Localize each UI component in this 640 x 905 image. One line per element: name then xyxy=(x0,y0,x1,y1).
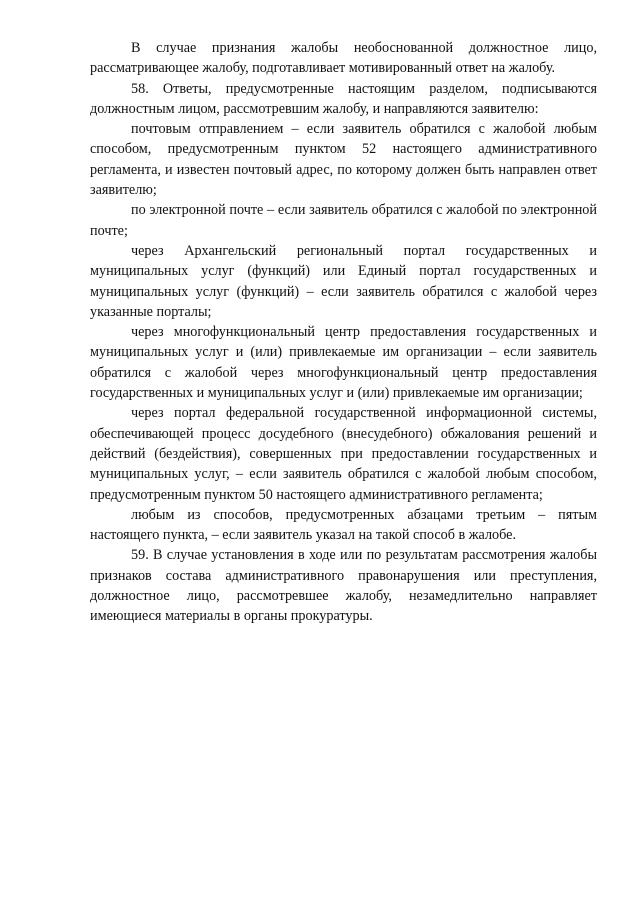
paragraph-federal-portal: через портал федеральной государственной информационной системы, обеспечивающей процесс досудебного (внесудебного) обжалования решений и действий (бездействия), совершенных при предоставлении государственных и муниципальных услуг, – если заявитель обратился с жалобой любым способом, предусмотренным пунктом 50 настоящего административного регламента; xyxy=(90,405,597,503)
paragraph-any-method: любым из способов, предусмотренных абзацами третьим – пятым настоящего пункта, – если заявитель указал на такой способ в жалобе. xyxy=(90,506,597,544)
document-page xyxy=(90,38,597,627)
paragraph-postal: почтовым отправлением – если заявитель обратился с жалобой любым способом, предусмотренным пунктом 52 настоящего административного регламента, и известен почтовый адрес, по которому должен быть направлен ответ заявителю; xyxy=(90,121,597,199)
paragraph-58-answers: 58. Ответы, предусмотренные настоящим разделом, подписываются должностным лицом, рассмотревшим жалобу, и направляются заявителю: xyxy=(90,80,597,117)
paragraph-regional-portal: через Архангельский региональный портал государственных и муниципальных услуг (функций) или Единый портал государственных и муниципальных услуг (функций) – если заявитель обратился с жалобой через указанные порталы; xyxy=(90,242,597,320)
paragraph-mfc: через многофункциональный центр предоставления государственных и муниципальных услуг и (или) привлекаемые им организации – если заявитель обратился с жалобой через многофункциональный центр предоставления государственных и муниципальных услуг и (или) привлекаемые им организации; xyxy=(90,324,597,402)
paragraph-59-prosecution: 59. В случае установления в ходе или по результатам рассмотрения жалобы признаков состава административного правонарушения или преступления, должностное лицо, рассмотревшее жалобу, незамедлительно направляет имеющиеся материалы в органы прокуратуры. xyxy=(90,547,597,625)
paragraph-unfounded-complaint: В случае признания жалобы необоснованной должностное лицо, рассматривающее жалобу, подготавливает мотивированный ответ на жалобу. xyxy=(90,40,597,77)
paragraph-email: по электронной почте – если заявитель обратился с жалобой по электронной почте; xyxy=(90,202,597,239)
